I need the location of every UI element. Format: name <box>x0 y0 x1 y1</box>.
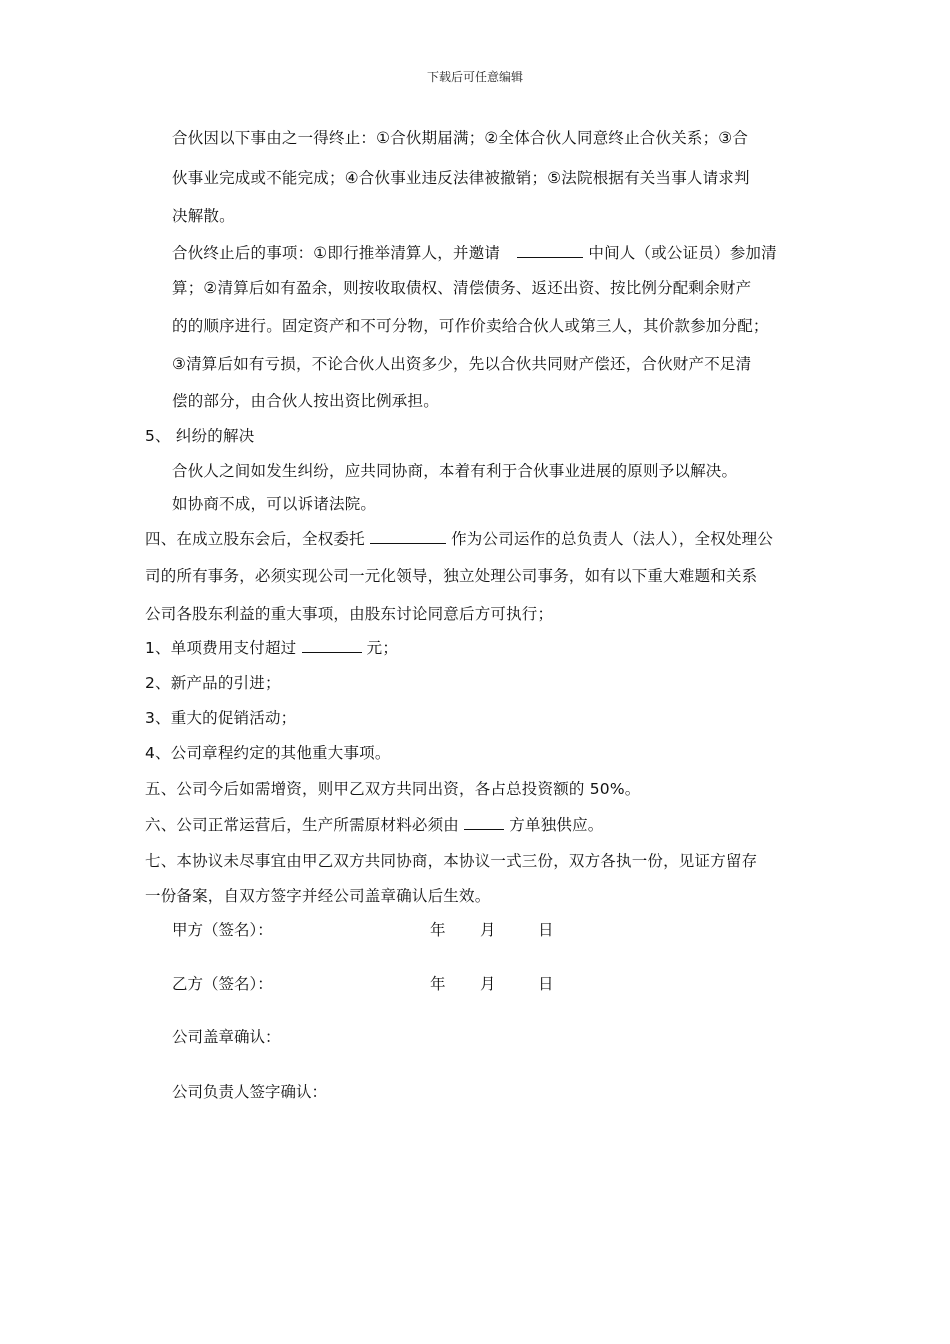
party-a-signature-label: 甲方（签名）： <box>172 921 273 939</box>
paragraph-line: 伙事业完成或不能完成；④合伙事业违反法律被撤销；⑤法院根据有关当事人请求判 <box>172 169 750 187</box>
paragraph-line: 如协商不成，可以诉诸法院。 <box>172 495 377 513</box>
paragraph-line: 五、公司今后如需增资，则甲乙双方共同出资，各占总投资额的 50%。 <box>145 780 641 798</box>
date-year-label: 年 <box>430 921 446 939</box>
fill-blank[interactable] <box>464 815 504 830</box>
date-day-label: 日 <box>538 975 554 993</box>
text-segment: 合伙终止后的事项：①即行推举清算人，并邀请 <box>172 244 501 262</box>
company-head-signature-label: 公司负责人签字确认： <box>172 1083 328 1101</box>
paragraph-line: 七、本协议未尽事宜由甲乙双方共同协商，本协议一式三份，双方各执一份，见证方留存 <box>145 852 758 870</box>
section-title: 5、 纠纷的解决 <box>145 427 255 445</box>
paragraph-line: 算；②清算后如有盈余，则按收取债权、清偿债务、返还出资、按比例分配剩余财产 <box>172 279 752 297</box>
list-item <box>145 636 398 658</box>
paragraph-line: 合伙因以下事由之一得终止：①合伙期届满；②全体合伙人同意终止合伙关系；③合 <box>172 129 749 147</box>
paragraph-line: 合伙人之间如发生纠纷，应共同协商，本着有利于合伙事业进展的原则予以解决。 <box>172 462 738 480</box>
date-year-label: 年 <box>430 975 446 993</box>
text-segment: 1、单项费用支付超过 <box>145 639 297 657</box>
text-segment: 元； <box>366 639 399 657</box>
date-day-label: 日 <box>538 921 554 939</box>
fill-blank[interactable] <box>517 243 583 258</box>
paragraph-line: 司的所有事务，必须实现公司一元化领导，独立处理公司事务，如有以下重大难题和关系 <box>145 567 758 585</box>
paragraph-line <box>172 241 777 263</box>
fill-blank[interactable] <box>302 638 362 653</box>
text-segment: 六、公司正常运营后，生产所需原材料必须由 <box>145 816 460 834</box>
paragraph-line: 的的顺序进行。固定资产和不可分物，可作价卖给合伙人或第三人，其价款参加分配； <box>172 317 769 335</box>
page-header: 下载后可任意编辑 <box>426 70 523 84</box>
fill-blank[interactable] <box>370 529 446 544</box>
date-month-label: 月 <box>480 975 496 993</box>
paragraph-line: 一份备案，自双方签字并经公司盖章确认后生效。 <box>145 887 491 905</box>
list-item: 2、新产品的引进； <box>145 674 281 692</box>
date-month-label: 月 <box>480 921 496 939</box>
list-item: 3、重大的促销活动； <box>145 709 297 727</box>
paragraph-line: 公司各股东利益的重大事项，由股东讨论同意后方可执行； <box>145 605 554 623</box>
text-segment: 作为公司运作的总负责人（法人），全权处理公 <box>451 530 774 548</box>
list-item: 4、公司章程约定的其他重大事项。 <box>145 744 391 762</box>
company-seal-label: 公司盖章确认： <box>172 1028 281 1046</box>
paragraph-line <box>145 527 773 549</box>
text-segment: 中间人（或公证员）参加清 <box>588 244 777 262</box>
party-b-signature-label: 乙方（签名）： <box>172 975 273 993</box>
paragraph-line: ③清算后如有亏损，不论合伙人出资多少，先以合伙共同财产偿还，合伙财产不足清 <box>172 355 752 373</box>
paragraph-line <box>145 813 604 835</box>
text-segment: 方单独供应。 <box>509 816 604 834</box>
paragraph-line: 偿的部分，由合伙人按出资比例承担。 <box>172 392 439 410</box>
paragraph-line: 决解散。 <box>172 207 235 225</box>
text-segment: 四、在成立股东会后，全权委托 <box>145 530 365 548</box>
